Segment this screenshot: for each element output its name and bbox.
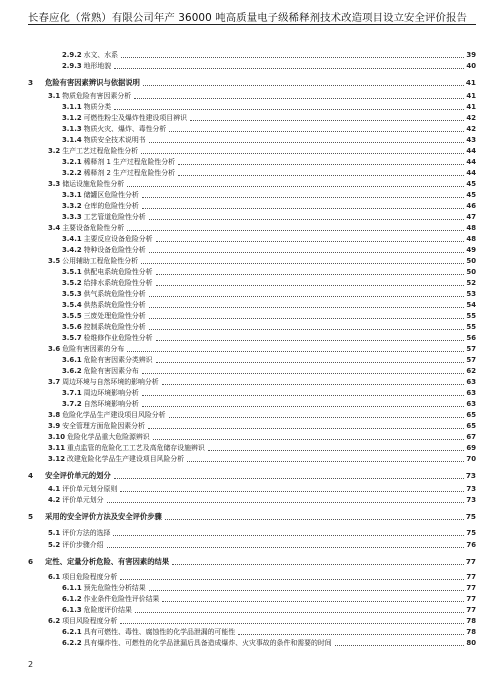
toc-entry-title: 地形地貌 [83,62,112,70]
toc-entry-page: 80 [466,639,476,647]
toc-entry-title: 工艺管道危险性分析 [83,213,146,221]
toc-entry-number: 3.1 [48,92,61,100]
toc-entry-number: 3.12 [48,455,66,463]
toc-entry-number: 3.9 [48,422,61,430]
toc-entry-number: 3.7.1 [62,389,82,397]
toc-entry-title: 三废处理危险性分析 [83,312,146,320]
toc-entry-number: 3.2.2 [62,169,82,177]
toc-dot-leader [107,502,465,503]
toc-entry-page: 44 [466,158,476,166]
toc-entry-page: 77 [466,584,476,592]
toc-entry-number: 3.2 [48,147,61,155]
toc-entry-title: 给排水系统危险性分析 [83,279,153,287]
toc-entry-page: 42 [466,125,476,133]
toc-entry-page: 75 [465,512,476,521]
toc-entry-title: 主要反应设备危险分析 [83,235,153,243]
toc-entry-title: 危险有害因素分类辨识 [83,356,153,364]
toc-entry-title: 物质火灾、爆炸、毒性分析 [83,125,167,133]
toc-entry-page: 49 [466,246,476,254]
toc-entry-number: 4 [28,471,34,480]
toc-entry-title: 评价单元划分 [62,496,104,504]
toc-entry-page: 42 [466,114,476,122]
toc-entry-title: 危险度评价结果 [83,606,132,614]
toc-entry-title: 水文、水系 [83,51,119,59]
toc-entry-title: 危险有害因素辨识与依据说明 [45,78,140,87]
toc-entry-page: 77 [466,606,476,614]
toc-entry-number: 3.1.2 [62,114,82,122]
toc-entry-page: 77 [466,595,476,603]
toc-entry-page: 46 [466,202,476,210]
toc-entry-page: 54 [466,301,476,309]
toc-entry-number: 3.6 [48,345,61,353]
toc-entry-page: 56 [466,334,476,342]
toc-entry-number: 5.1 [48,529,61,537]
toc-entry-page: 41 [465,78,476,87]
toc-entry-number: 3.5 [48,257,61,265]
toc-entry-number: 6.2 [48,617,61,625]
toc-entry-page: 67 [466,433,476,441]
toc-entry[interactable] [28,525,476,537]
toc-entry-number: 3.1.4 [62,136,82,144]
toc-entry-title: 采用的安全评价方法及安全评价步骤 [45,512,162,521]
toc-entry-number: 4.1 [48,485,61,493]
toc-entry-number: 3.5.3 [62,290,82,298]
toc-entry-page: 52 [466,279,476,287]
toc-entry-title: 危险化学品重大危险源辨识 [67,433,150,441]
toc-entry-title: 供气系统危险性分析 [83,290,146,298]
toc-entry-title: 项目危险程度分析 [62,573,118,581]
toc-entry-title: 物质安全技术说明书 [83,136,146,144]
toc-entry-title: 稀释剂 2 生产过程危险性分析 [83,169,176,177]
toc-entry-number: 3.2.1 [62,158,82,166]
toc-entry-page: 57 [466,345,476,353]
toc-entry-number: 6.1.2 [62,595,82,603]
toc-entry-page: 55 [466,323,476,331]
toc-entry-title: 评价步骤介绍 [62,541,104,549]
toc-entry-page: 40 [466,62,476,70]
toc-entry-page: 44 [466,147,476,155]
toc-entry-page: 50 [466,268,476,276]
toc-entry-page: 48 [466,224,476,232]
toc-entry-title: 公用辅助工程危险性分析 [62,257,139,265]
toc-entry-page: 76 [466,541,476,549]
toc-entry-number: 6.1.1 [62,584,82,592]
toc-entry-number: 3.1.3 [62,125,82,133]
toc-entry-number: 3.7.2 [62,400,82,408]
toc-entry-number: 3.5.1 [62,268,82,276]
toc-entry-title: 自然环境影响分析 [83,400,139,408]
toc-dot-leader [107,547,465,548]
toc-entry-page: 39 [466,51,476,59]
toc-entry-title: 周边环境影响分析 [83,389,139,397]
toc-entry-page: 50 [466,257,476,265]
toc-entry-title: 安全评价单元的划分 [45,471,111,480]
toc-entry[interactable] [28,492,476,504]
toc-entry-title: 供配电系统危险性分析 [83,268,153,276]
toc-entry-title: 安全管理方面危险因素分析 [62,422,145,430]
toc-entry-title: 特种设备危险性分析 [83,246,146,254]
toc-entry-title: 物质分类 [83,103,112,111]
toc-entry-title: 评价单元划分原则 [62,485,118,493]
toc-entry-page: 63 [466,400,476,408]
toc-entry-page: 53 [466,290,476,298]
report-header-title: 长春应化（常熟）有限公司年产 36000 吨高质量电子级稀释剂技术改造项目设立安全评价报告 [28,12,467,24]
toc-entry-number: 3.6.2 [62,367,82,375]
page-number: 2 [28,660,34,669]
toc-entry-number: 3.3 [48,180,61,188]
toc-entry-number: 3.5.7 [62,334,82,342]
toc-entry[interactable] [28,58,476,70]
toc-dot-leader [187,461,464,462]
toc-entry-number: 3.4.2 [62,246,82,254]
toc-entry-number: 6 [28,557,34,566]
toc-entry-number: 3.5.6 [62,323,82,331]
toc-entry-page: 47 [466,213,476,221]
toc-entry-title: 危险有害因素分布 [83,367,139,375]
toc-entry[interactable] [28,451,476,463]
toc-entry-page: 70 [466,455,476,463]
toc-dot-leader [143,85,464,86]
toc-entry-title: 项目风险程度分析 [62,617,118,625]
toc-entry-page: 77 [466,573,476,581]
toc-entry-title: 仓库的危险性分析 [83,202,139,210]
toc-entry-number: 3.8 [48,411,61,419]
toc-entry-number: 6.1.3 [62,606,82,614]
toc-entry-page: 77 [465,557,476,566]
toc-entry-title: 生产工艺过程危险性分析 [62,147,139,155]
toc-entry-title: 储罐区危险性分析 [83,191,139,199]
toc-entry-title: 具有爆炸性、可燃性的化学品泄漏后具备造成爆炸、火灾事故的条件和需要的时间 [83,639,332,647]
toc-entry-number: 2.9.2 [62,51,82,59]
toc-dot-leader [172,564,464,565]
toc-entry-number: 3.3.3 [62,213,82,221]
toc-entry-number: 5 [28,512,34,521]
toc-entry-title: 控制系统危险性分析 [83,323,146,331]
toc-entry-page: 43 [466,136,476,144]
toc-entry-number: 3.5.5 [62,312,82,320]
toc-entry-page: 63 [466,389,476,397]
toc-entry-title: 检维修作业危险性分析 [83,334,153,342]
toc-entry[interactable] [28,537,476,549]
toc-dot-leader [114,68,464,69]
toc-entry[interactable] [28,635,476,647]
toc-entry-page: 44 [466,169,476,177]
toc-entry-number: 4.2 [48,496,61,504]
toc-entry[interactable] [28,75,476,87]
toc-entry-page: 73 [466,496,476,504]
toc-entry-page: 65 [466,411,476,419]
toc-entry-number: 3.10 [48,433,66,441]
toc-entry-number: 3.4 [48,224,61,232]
toc-entry-number: 3.5.2 [62,279,82,287]
toc-dot-leader [165,519,464,520]
toc-entry-title: 物质危险有害因素分析 [62,92,132,100]
toc-dot-leader [335,645,465,646]
toc-entry-page: 65 [466,422,476,430]
toc-entry-title: 储运设施危险性分析 [62,180,125,188]
toc-entry-number: 6.1 [48,573,61,581]
toc-entry-number: 3.3.2 [62,202,82,210]
toc-entry-number: 3.1.1 [62,103,82,111]
toc-entry-page: 73 [466,485,476,493]
toc-entry-number: 6.2.1 [62,628,82,636]
toc-entry[interactable] [28,468,476,480]
toc-entry-number: 3.7 [48,378,61,386]
toc-entry-page: 75 [466,529,476,537]
toc-entry-title: 主要设备危险性分析 [62,224,125,232]
toc-entry[interactable] [28,509,476,521]
toc-entry-title: 评价方法的选择 [62,529,111,537]
toc-entry-number: 3.5.4 [62,301,82,309]
toc-entry-title: 危险化学品生产建设项目风险分析 [62,411,166,419]
toc-entry-title: 稀释剂 1 生产过程危险性分析 [83,158,176,166]
header-rule [28,24,476,25]
toc-entry-title: 预先危险性分析结果 [83,584,146,592]
toc-entry-number: 3.3.1 [62,191,82,199]
toc-entry[interactable] [28,554,476,566]
toc-entry-page: 45 [466,191,476,199]
toc-entry-page: 69 [466,444,476,452]
toc-entry-page: 73 [465,471,476,480]
toc-entry-number: 3.11 [48,444,66,452]
toc-dot-leader [113,535,464,536]
toc-entry-page: 45 [466,180,476,188]
toc-entry-number: 3 [28,78,34,87]
toc-entry-number: 6.2.2 [62,639,82,647]
toc-entry-page: 78 [466,628,476,636]
toc-entry-page: 63 [466,378,476,386]
toc-entry-title: 危险有害因素的分布 [62,345,125,353]
toc-entry-title: 定性、定量分析危险、有害因素的结果 [45,557,170,566]
toc-entry-title: 可燃性粉尘及爆炸性建设项目辨识 [83,114,187,122]
toc-entry-title: 作业条件危险性评价结果 [83,595,160,603]
toc-entry-page: 55 [466,312,476,320]
toc-entry-number: 3.6.1 [62,356,82,364]
toc-entry-page: 78 [466,617,476,625]
toc-entry-page: 41 [466,103,476,111]
toc-dot-leader [114,478,464,479]
toc-entry-title: 重点监管的危险化工工艺及高危储存设施辨识 [67,444,205,452]
toc-entry-number: 3.4.1 [62,235,82,243]
toc-entry-page: 62 [466,367,476,375]
toc-entry-number: 2.9.3 [62,62,82,70]
toc-entry-title: 改建危险化学品生产建设项目风险分析 [67,455,185,463]
toc-entry-title: 供热系统危险性分析 [83,301,146,309]
toc-entry-number: 5.2 [48,541,61,549]
toc-entry-title: 周边环境与自然环境的影响分析 [62,378,159,386]
toc-entry-page: 41 [466,92,476,100]
toc-entry-page: 57 [466,356,476,364]
toc-entry-page: 48 [466,235,476,243]
toc-entry-title: 具有可燃性、毒性、腐蚀性的化学品泄漏的可能性 [83,628,236,636]
